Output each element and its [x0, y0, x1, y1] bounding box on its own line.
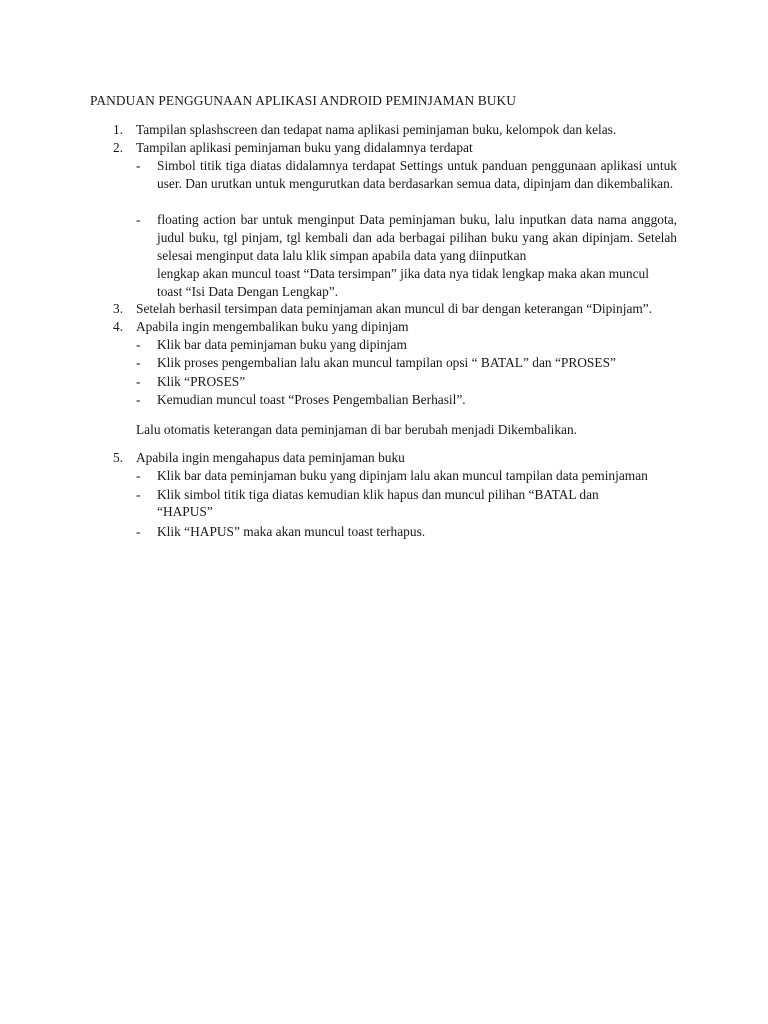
sub-list-item: Klik bar data peminjaman buku yang dipinjam — [157, 337, 407, 352]
sub-list-item: Kemudian muncul toast “Proses Pengembalian Berhasil”. — [157, 392, 466, 407]
bullet-dash: - — [136, 487, 141, 502]
bullet-dash: - — [136, 158, 141, 173]
item-number: 1. — [113, 122, 124, 137]
bullet-dash: - — [136, 468, 141, 483]
bullet-dash: - — [136, 355, 141, 370]
list-item: Tampilan aplikasi peminjaman buku yang didalamnya terdapat — [136, 140, 473, 155]
sub-list-item: Klik proses pengembalian lalu akan muncul tampilan opsi “ BATAL” dan “PROSES” — [157, 355, 616, 370]
item-number: 5. — [113, 450, 124, 465]
sub-list-item: Klik simbol titik tiga diatas kemudian klik hapus dan muncul pilihan “BATAL dan — [157, 487, 599, 502]
sub-list-item: Klik “HAPUS” maka akan muncul toast terhapus. — [157, 524, 426, 539]
bullet-dash: - — [136, 337, 141, 352]
item-number: 4. — [113, 319, 124, 334]
sub-list-item: Simbol titik tiga diatas didalamnya terdapat Settings untuk panduan penggunaan aplikasi untuk user. Dan urutkan untuk mengurutkan data berdasarkan semua data, dipinjam dan dikembalikan. — [157, 158, 677, 191]
bullet-dash: - — [136, 212, 141, 227]
item-number: 2. — [113, 140, 124, 155]
sub-list-item-continuation: toast “Isi Data Dengan Lengkap”. — [157, 284, 339, 299]
sub-list-item-continuation: “HAPUS” — [157, 504, 213, 519]
list-item: Apabila ingin mengahapus data peminjaman buku — [136, 450, 405, 465]
bullet-dash: - — [136, 374, 141, 389]
page-title: PANDUAN PENGGUNAAN APLIKASI ANDROID PEMINJAMAN BUKU — [90, 93, 517, 108]
bullet-dash: - — [136, 524, 141, 539]
sub-list-item: Klik “PROSES” — [157, 374, 246, 389]
list-item: Tampilan splashscreen dan tedapat nama aplikasi peminjaman buku, kelompok dan kelas. — [136, 122, 617, 137]
item-number: 3. — [113, 301, 124, 316]
sub-list-item: Klik bar data peminjaman buku yang dipinjam lalu akan muncul tampilan data peminjaman — [157, 468, 648, 483]
list-item: Setelah berhasil tersimpan data peminjaman akan muncul di bar dengan keterangan “Dipinjam”. — [136, 301, 653, 316]
item-note: Lalu otomatis keterangan data peminjaman di bar berubah menjadi Dikembalikan. — [136, 422, 577, 437]
bullet-dash: - — [136, 392, 141, 407]
sub-list-item: floating action bar untuk menginput Data peminjaman buku, lalu inputkan data nama anggota, judul buku, tgl pinjam, tgl kembali dan ada berbagai pilihan buku yang akan dipinjam. Setelah selesai menginput data lalu klik simpan apabila data yang diinputkan — [157, 212, 677, 263]
sub-list-item-continuation: lengkap akan muncul toast “Data tersimpan” jika data nya tidak lengkap maka akan muncul — [157, 266, 649, 281]
list-item: Apabila ingin mengembalikan buku yang dipinjam — [136, 319, 409, 334]
